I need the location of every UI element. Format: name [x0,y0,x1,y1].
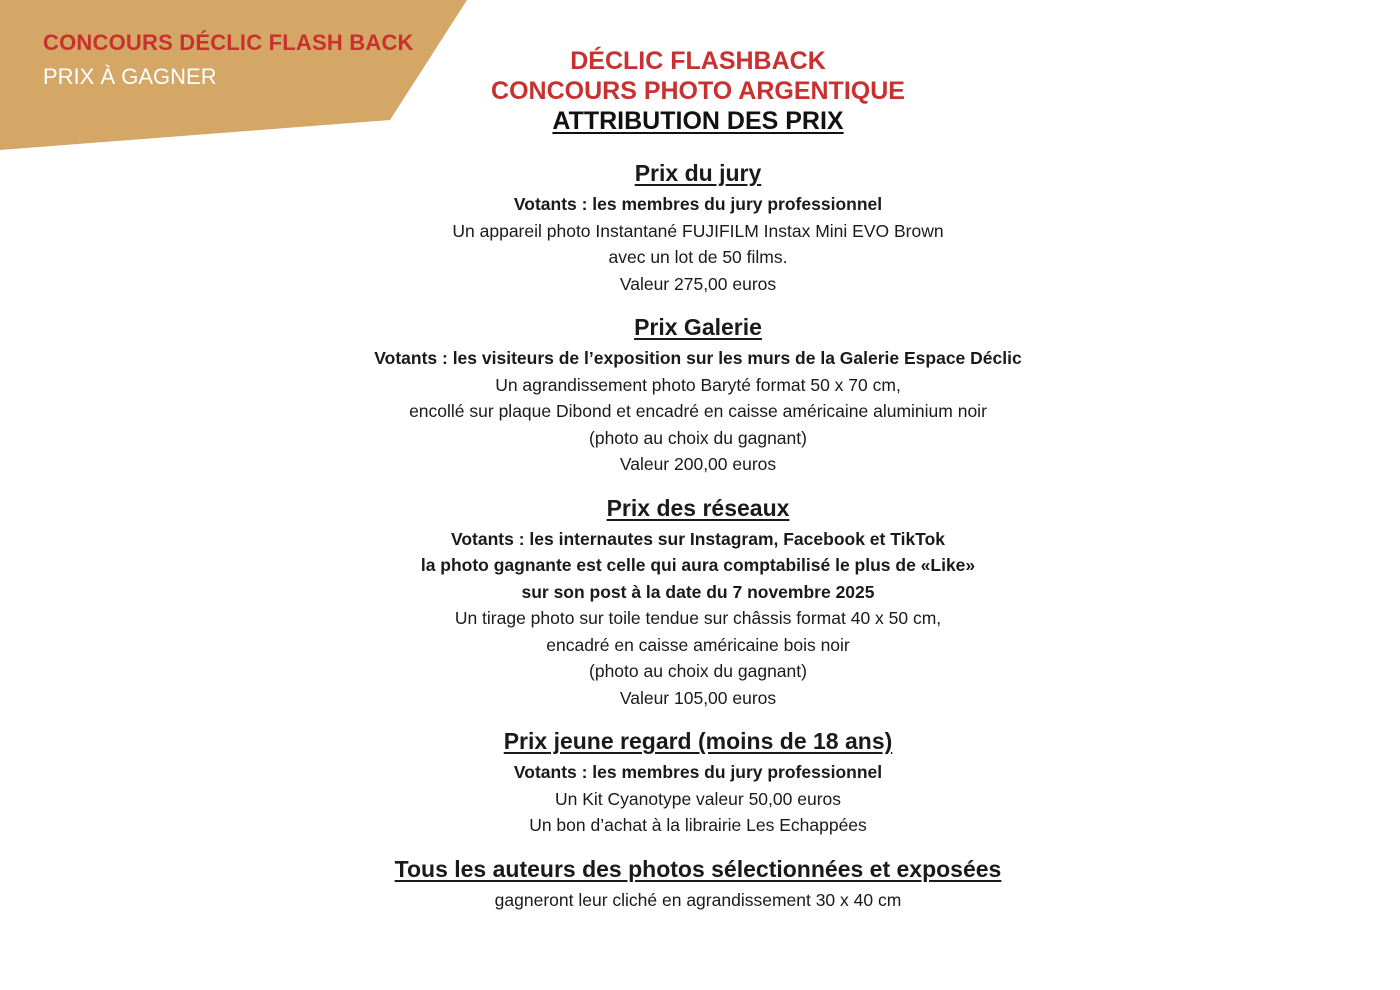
voters-line: Votants : les membres du jury professionnel [513,762,883,782]
prize-line: Un tirage photo sur toile tendue sur châssis format 40 x 50 cm, [454,608,942,628]
prize-value: Valeur 105,00 euros [619,687,777,708]
prize-line: (photo au choix du gagnant) [589,427,807,448]
section-title: Prix des réseaux [606,494,790,521]
prize-line: Un agrandissement photo Baryté format 50 x 70 cm, [495,374,901,395]
header-line-3: ATTRIBUTION DES PRIX [552,107,844,135]
section-title: Prix du jury [634,160,762,186]
section-prix-des-reseaux [198,493,1198,712]
voters-line: Votants : les visiteurs de l’exposition sur les murs de la Galerie Espace Déclic [374,348,1022,368]
main-content [198,46,1198,913]
prize-line: gagneront leur cliché en agrandissement 30 x 40 cm [494,889,902,910]
prize-line: encollé sur plaque Dibond et encadré en caisse américaine aluminium noir [409,401,987,421]
section-prix-jeune-regard [198,726,1198,839]
header-line-1: DÉCLIC FLASHBACK [570,47,826,75]
voters-line: Votants : les membres du jury professionnel [513,194,883,214]
prize-line: Un appareil photo Instantané FUJIFILM Instax Mini EVO Brown [452,220,944,241]
prize-value: Valeur 275,00 euros [619,273,777,294]
banner-subtitle: PRIX À GAGNER [43,64,217,89]
section-title: Prix jeune regard (moins de 18 ans) [503,728,893,754]
prize-line: Un bon d’achat à la librairie Les Echappées [529,815,867,835]
section-prix-du-jury [198,158,1198,297]
banner-title: CONCOURS DÉCLIC FLASH BACK [43,30,414,55]
header-line-2: CONCOURS PHOTO ARGENTIQUE [491,77,905,105]
voters-line: sur son post à la date du 7 novembre 2025 [521,581,875,602]
section-title: Tous les auteurs des photos sélectionnées et exposées [394,855,1002,882]
prize-line: encadré en caisse américaine bois noir [546,634,850,655]
voters-line: Votants : les internautes sur Instagram, Facebook et TikTok [450,528,946,549]
prize-line: avec un lot de 50 films. [608,247,788,267]
section-title: Prix Galerie [634,314,762,340]
prize-line: (photo au choix du gagnant) [589,661,807,681]
prize-value: Valeur 200,00 euros [619,454,777,474]
prize-line: Un Kit Cyanotype valeur 50,00 euros [555,788,841,809]
section-tous-les-auteurs [198,854,1198,914]
voters-line: la photo gagnante est celle qui aura comptabilisé le plus de «Like» [420,555,976,575]
section-prix-galerie [198,312,1198,478]
